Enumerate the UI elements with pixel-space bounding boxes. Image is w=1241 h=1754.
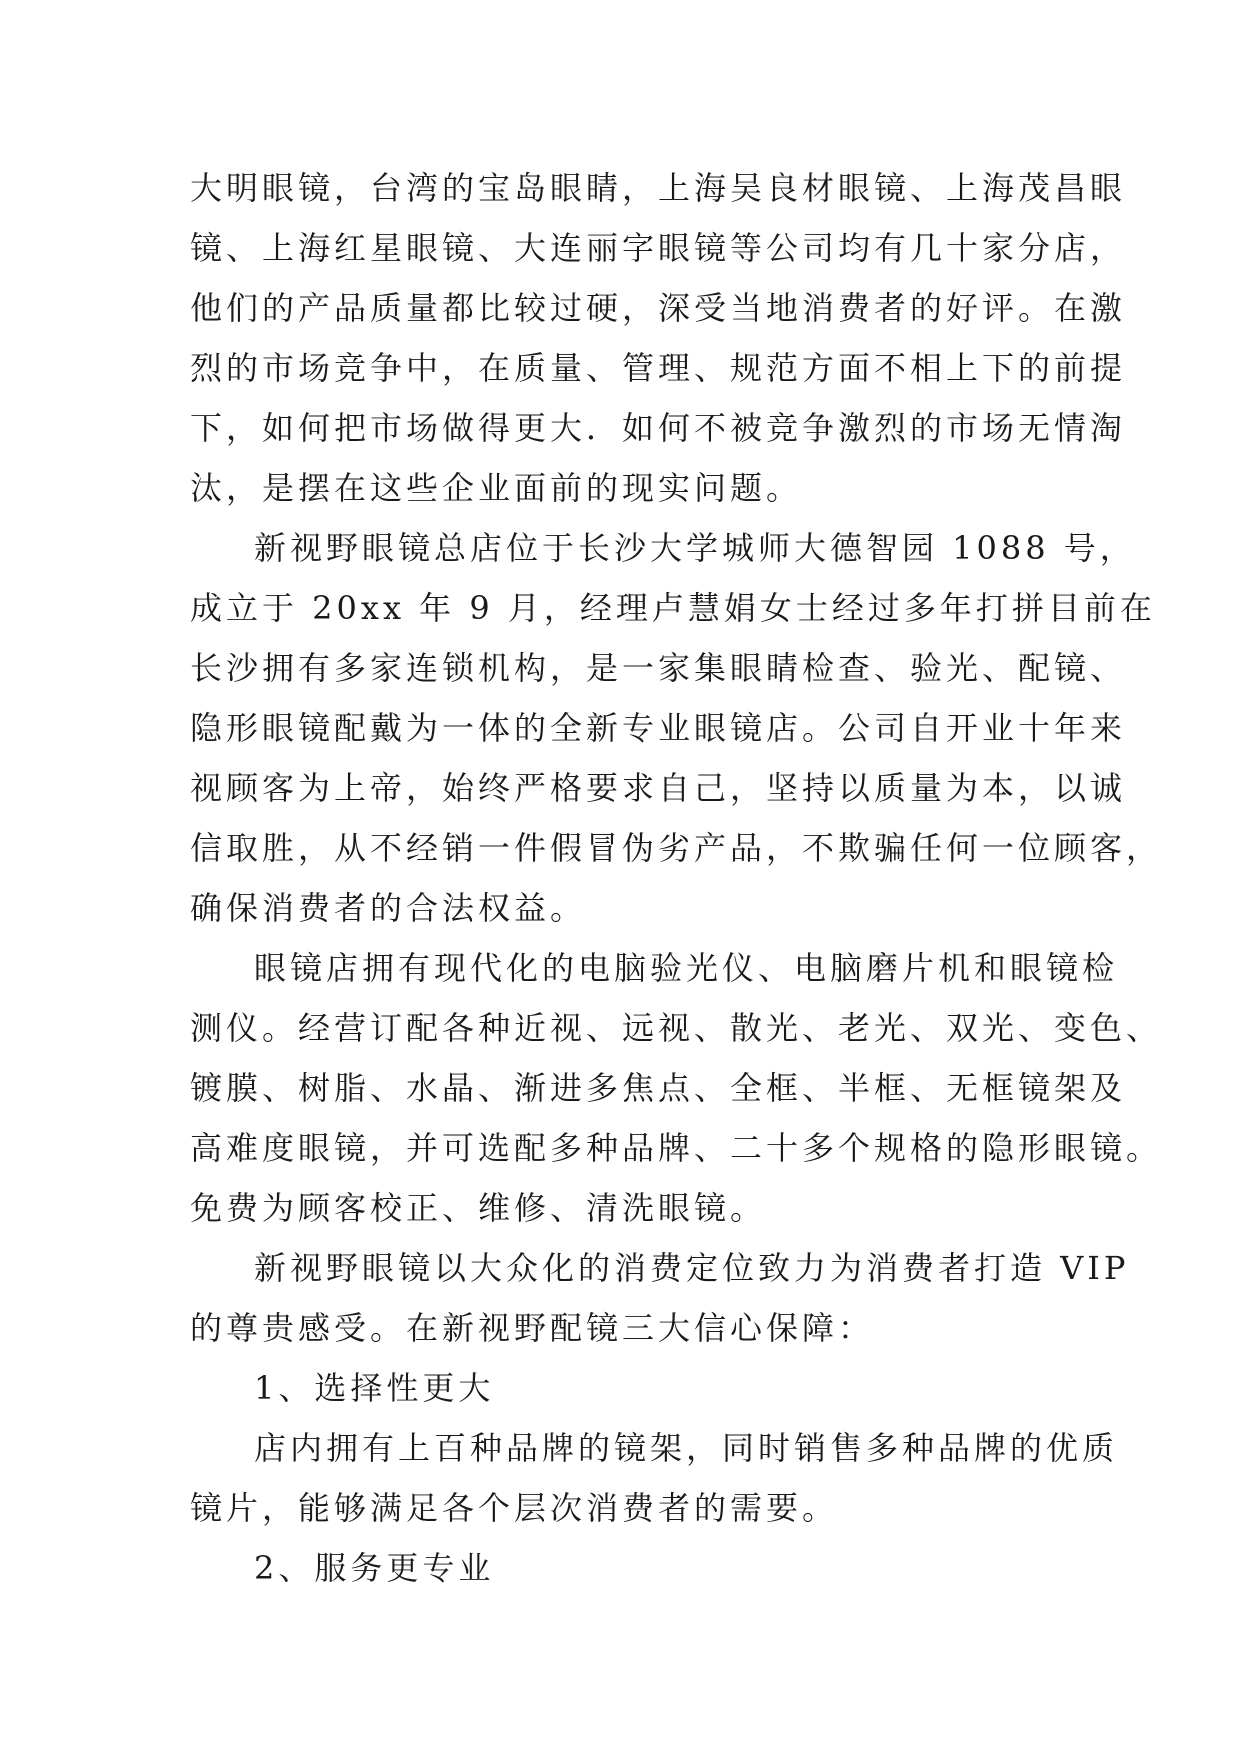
paragraph-5	[190, 1418, 1119, 1538]
text-line: 眼镜店拥有现代化的电脑验光仪、电脑磨片机和眼镜检	[254, 949, 1119, 987]
text-line: 1、选择性更大	[254, 1369, 495, 1407]
text-line: 信取胜，从不经销一件假冒伪劣产品，不欺骗任何一位顾客，	[190, 829, 1163, 867]
text-line: 新视野眼镜以大众化的消费定位致力为消费者打造 VIP	[254, 1249, 1130, 1287]
text-line: 隐形眼镜配戴为一体的全新专业眼镜店。公司自开业十年来	[190, 709, 1127, 747]
text-line: 高难度眼镜，并可选配多种品牌、二十多个规格的隐形眼镜。	[190, 1129, 1163, 1167]
list-heading-1	[190, 1358, 1050, 1418]
text-line: 镜、上海红星眼镜、大连丽字眼镜等公司均有几十家分店，	[190, 229, 1127, 267]
text-line: 的尊贵感受。在新视野配镜三大信心保障：	[190, 1309, 875, 1347]
text-line: 成立于 20xx 年 9 月，经理卢慧娟女士经过多年打拼目前在	[190, 589, 1156, 627]
paragraph-4	[190, 1238, 1130, 1358]
list-heading-2	[190, 1538, 1050, 1598]
text-line: 镜片，能够满足各个层次消费者的需要。	[190, 1489, 839, 1527]
text-line: 2、服务更专业	[254, 1549, 495, 1587]
text-line: 新视野眼镜总店位于长沙大学城师大德智园 1088 号，	[254, 529, 1136, 567]
text-line: 店内拥有上百种品牌的镜架，同时销售多种品牌的优质	[254, 1429, 1119, 1467]
paragraph-2	[190, 518, 1163, 938]
text-line: 汰，是摆在这些企业面前的现实问题。	[190, 469, 803, 507]
text-line: 镀膜、树脂、水晶、渐进多焦点、全框、半框、无框镜架及	[190, 1069, 1127, 1107]
text-line: 烈的市场竞争中，在质量、管理、规范方面不相上下的前提	[190, 349, 1127, 387]
paragraph-1	[190, 158, 1127, 518]
text-line: 他们的产品质量都比较过硬，深受当地消费者的好评。在激	[190, 289, 1127, 327]
text-line: 长沙拥有多家连锁机构，是一家集眼睛检查、验光、配镜、	[190, 649, 1127, 687]
text-line: 视顾客为上帝，始终严格要求自己，坚持以质量为本，以诚	[190, 769, 1127, 807]
text-line: 确保消费者的合法权益。	[190, 889, 587, 927]
text-line: 大明眼镜，台湾的宝岛眼睛，上海吴良材眼镜、上海茂昌眼	[190, 169, 1127, 207]
paragraph-3	[190, 938, 1163, 1238]
text-line: 下，如何把市场做得更大．如何不被竞争激烈的市场无情淘	[190, 409, 1127, 447]
text-line: 测仪。经营订配各种近视、远视、散光、老光、双光、变色、	[190, 1009, 1163, 1047]
text-line: 免费为顾客校正、维修、清洗眼镜。	[190, 1189, 767, 1227]
document-body	[190, 158, 1163, 1598]
